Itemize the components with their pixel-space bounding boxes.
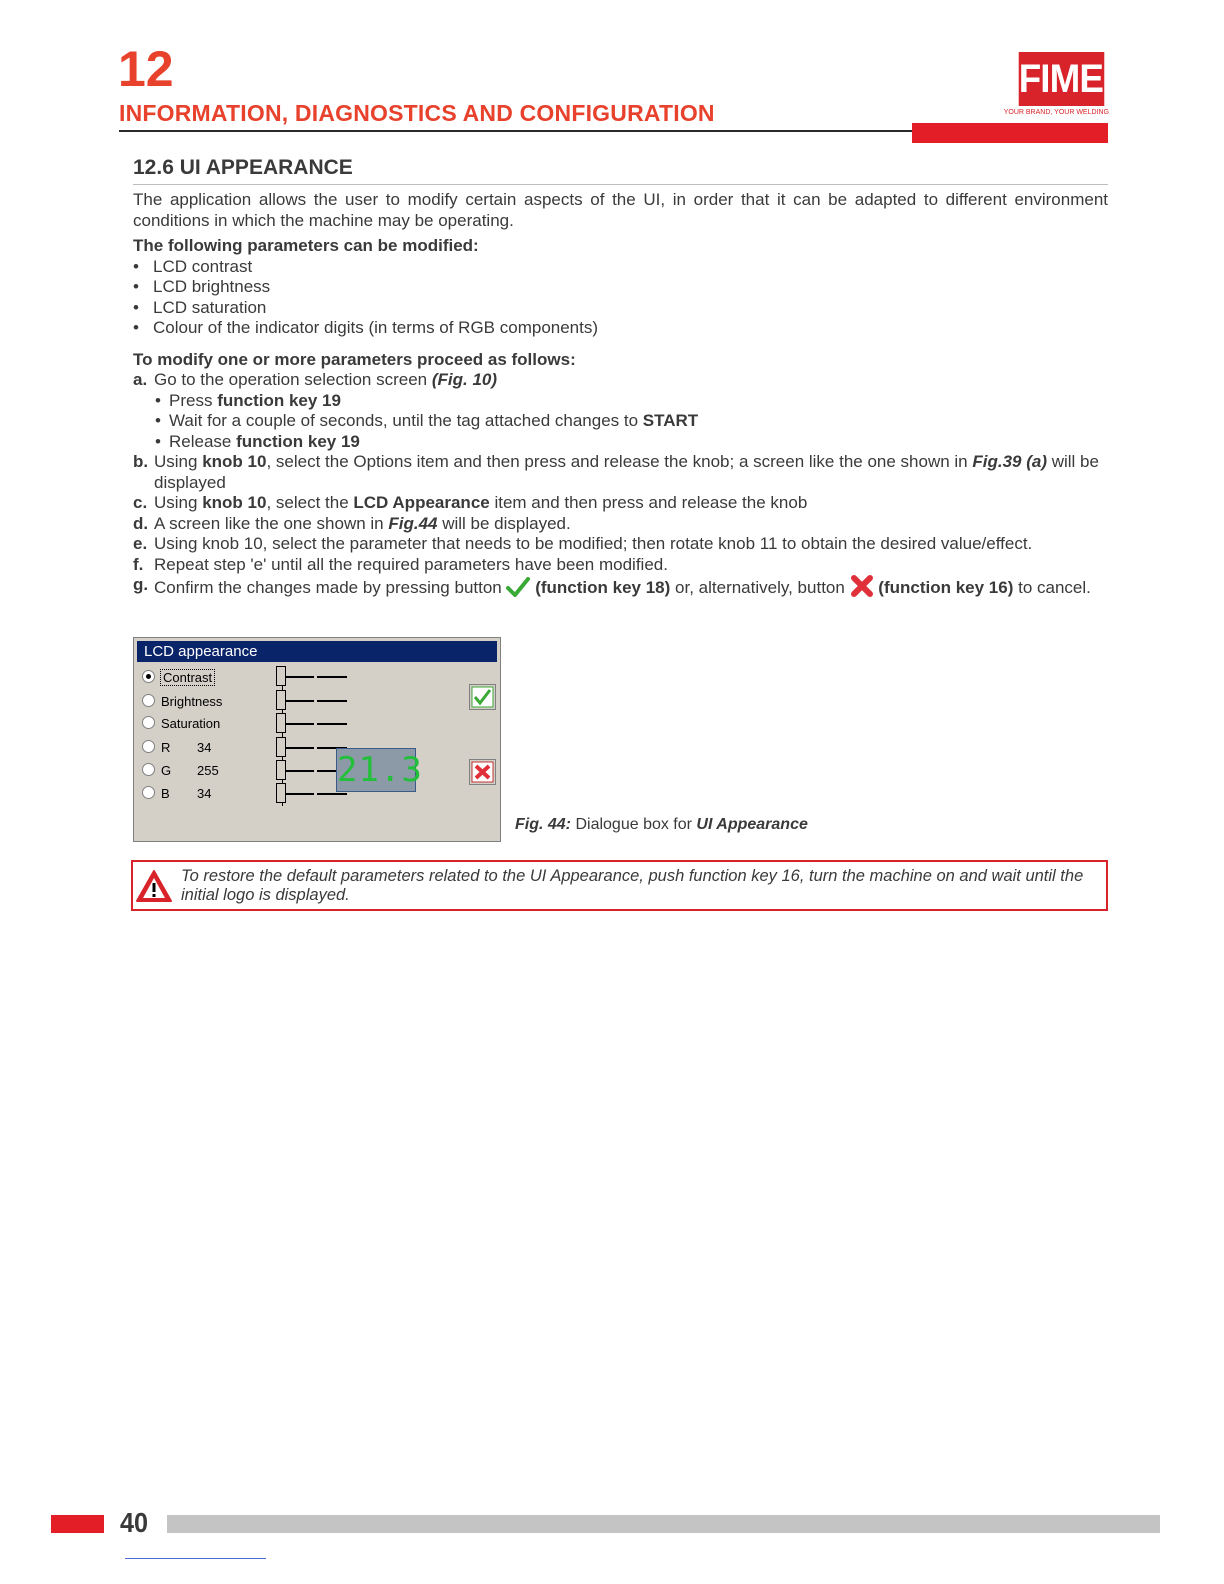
radio-button[interactable] xyxy=(142,763,155,776)
option-label: R xyxy=(161,740,171,755)
figure-caption xyxy=(515,816,808,834)
cancel-button[interactable] xyxy=(469,759,496,785)
brand-tagline: YOUR BRAND, YOUR WELDING xyxy=(1003,109,1109,116)
section-body xyxy=(133,190,1108,603)
lcd-preview-display: 21.3 xyxy=(337,750,423,790)
slider-thumb[interactable] xyxy=(276,783,286,803)
sub-step-key: function key 19 xyxy=(236,431,360,451)
figure-reference: (Fig. 10) xyxy=(431,370,498,389)
slider-tick xyxy=(284,700,314,702)
option-b[interactable] xyxy=(142,785,242,803)
sub-step-key: START xyxy=(642,411,699,430)
section-divider xyxy=(133,184,1108,185)
confirm-button[interactable] xyxy=(469,684,496,710)
radio-button[interactable] xyxy=(142,694,155,707)
radio-button[interactable] xyxy=(142,740,155,753)
page-number: 40 xyxy=(120,1507,149,1538)
step-text: to cancel. xyxy=(1013,578,1091,597)
cancel-icon xyxy=(470,760,495,784)
option-saturation[interactable] xyxy=(142,715,220,733)
step-text: , select the Options item and then press and release the knob; a screen like the one shown in xyxy=(266,452,973,471)
slider-tick xyxy=(284,676,314,678)
step-key: knob 10 xyxy=(202,493,267,512)
slider-tick xyxy=(284,747,314,749)
slider-tick xyxy=(317,723,347,725)
step-g xyxy=(133,575,1108,603)
footer-link-line xyxy=(125,1558,266,1559)
option-label: Contrast xyxy=(163,670,213,685)
slider-tick xyxy=(284,770,314,772)
step-f xyxy=(133,555,1108,576)
sub-step xyxy=(133,411,1108,432)
check-icon xyxy=(470,685,495,709)
chapter-title: INFORMATION, DIAGNOSTICS AND CONFIGURATION xyxy=(119,100,715,126)
step-key: LCD Appearance xyxy=(353,493,490,512)
slider-tick xyxy=(317,793,347,795)
check-icon xyxy=(506,577,530,603)
figure-label: Fig. 44: xyxy=(515,816,572,833)
sub-step-text: Release xyxy=(169,431,237,451)
option-value: 34 xyxy=(197,740,212,755)
slider-thumb[interactable] xyxy=(276,713,286,733)
sub-step-key: function key 19 xyxy=(217,390,341,410)
step-letter: e. xyxy=(133,534,148,553)
radio-button[interactable] xyxy=(142,716,155,729)
step-text: Using xyxy=(154,493,203,512)
step-text: , select the xyxy=(266,493,354,512)
option-label: G xyxy=(161,763,172,778)
cancel-icon xyxy=(850,575,874,603)
step-key: knob 10 xyxy=(202,452,267,471)
footer-accent-bar xyxy=(51,1515,104,1533)
slider-thumb[interactable] xyxy=(276,666,286,686)
sub-step xyxy=(133,391,1108,412)
slider-thumb[interactable] xyxy=(276,737,286,757)
figure-reference: Fig.44 xyxy=(388,513,438,533)
option-label: Brightness xyxy=(161,694,223,709)
figure-reference: Fig.39 (a) xyxy=(972,452,1047,471)
warning-note xyxy=(131,860,1108,911)
slider-thumb[interactable] xyxy=(276,760,286,780)
slider-tick xyxy=(284,793,314,795)
option-label: B xyxy=(161,786,170,801)
procedure-heading: To modify one or more parameters proceed as follows: xyxy=(133,349,576,369)
step-c xyxy=(133,493,1108,514)
sub-step-text: Wait for a couple of seconds, until the tag attached changes to xyxy=(169,411,643,430)
chapter-number: 12 xyxy=(118,41,174,97)
brand-logo: FIMER xyxy=(1019,52,1105,106)
dialog-title: LCD appearance xyxy=(137,641,497,662)
slider-thumb[interactable] xyxy=(276,690,286,710)
step-letter: g. xyxy=(133,575,149,594)
step-e xyxy=(133,534,1108,555)
warning-icon xyxy=(135,869,173,908)
slider-tick xyxy=(284,723,314,725)
sub-step xyxy=(133,432,1108,453)
caption-subject: UI Appearance xyxy=(696,816,808,833)
step-text: Using knob 10, select the parameter that needs to be modified; then rotate knob 11 to obtain the desired value/effect. xyxy=(154,534,1033,553)
step-letter: d. xyxy=(133,513,149,533)
step-text: Go to the operation selection screen xyxy=(154,370,432,389)
option-value: 255 xyxy=(197,763,219,778)
header-accent-bar xyxy=(912,123,1108,143)
step-key: (function key 18) xyxy=(535,578,671,597)
footer-bar xyxy=(167,1515,1160,1533)
step-text: Using xyxy=(154,452,203,471)
step-letter: f. xyxy=(133,554,144,574)
option-contrast[interactable] xyxy=(142,669,214,687)
step-text: will be displayed xyxy=(154,452,1099,492)
step-text: Repeat step 'e' until all the required parameters have been modified. xyxy=(154,554,668,574)
radio-button[interactable] xyxy=(142,670,155,683)
step-b xyxy=(133,452,1108,493)
step-key: (function key 16) xyxy=(878,578,1014,597)
header-divider xyxy=(119,130,914,132)
option-label: Saturation xyxy=(161,716,221,731)
section-title: 12.6 UI APPEARANCE xyxy=(133,156,353,179)
step-text: or, alternatively, button xyxy=(670,578,850,597)
lcd-appearance-dialog xyxy=(133,637,501,842)
option-brightness[interactable] xyxy=(142,693,222,711)
warning-text: To restore the default parameters related to the UI Appearance, push function key 16, turn the machine on and wait until the initial logo is displayed. xyxy=(181,867,1084,904)
intro-paragraph: The application allows the user to modify certain aspects of the UI, in order that it can be adapted to different environment conditions in which the machine may be operating. xyxy=(133,190,1108,230)
slider-tick xyxy=(317,676,347,678)
step-d xyxy=(133,514,1108,535)
radio-button[interactable] xyxy=(142,786,155,799)
step-a xyxy=(133,370,1108,391)
step-letter: a. xyxy=(133,370,148,389)
option-r[interactable] xyxy=(142,739,242,757)
param-item: • LCD contrast xyxy=(133,257,1108,278)
step-letter: c. xyxy=(133,493,148,512)
option-value: 34 xyxy=(197,786,212,801)
slider-tick xyxy=(317,700,347,702)
param-item: • LCD brightness xyxy=(133,277,1108,298)
option-g[interactable] xyxy=(142,762,242,780)
params-heading: The following parameters can be modified: xyxy=(133,236,479,255)
param-item: • Colour of the indicator digits (in terms of RGB components) xyxy=(133,318,1108,339)
step-text: Confirm the changes made by pressing button xyxy=(154,578,507,597)
step-text: A screen like the one shown in xyxy=(154,513,389,533)
step-text: item and then press and release the knob xyxy=(489,493,808,512)
sub-step-text: Press xyxy=(169,390,218,410)
param-item: • LCD saturation xyxy=(133,298,1108,319)
step-text: will be displayed. xyxy=(437,513,571,533)
caption-text: Dialogue box for xyxy=(571,816,697,833)
step-letter: b. xyxy=(133,452,149,471)
